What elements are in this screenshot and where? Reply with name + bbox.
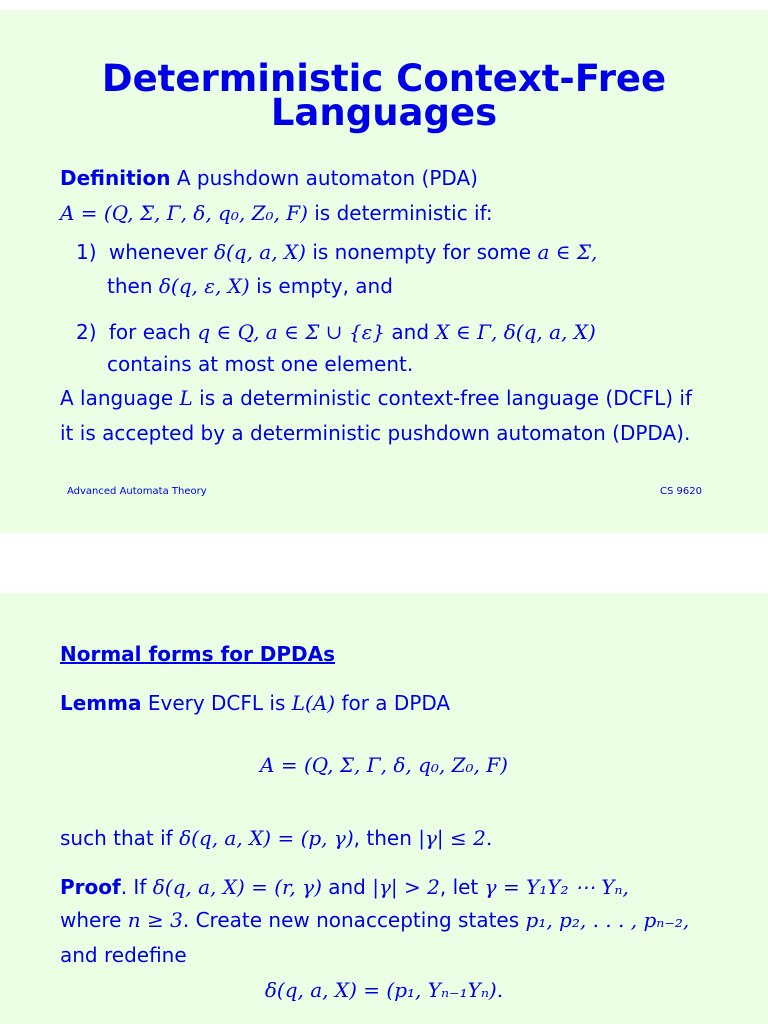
such-math-b: |γ| ≤ 2. (418, 826, 493, 850)
lemma-label: Lemma (60, 691, 142, 715)
proof-line (60, 875, 629, 899)
footer-course-code: CS 9620 (660, 486, 702, 497)
condition-1-text-b: is nonempty for some (305, 240, 538, 264)
dcfl-math-l: L (179, 386, 193, 410)
where-line (60, 908, 689, 932)
where-text-b: . Create new nonaccepting states (182, 908, 526, 932)
condition-1-line-1 (76, 240, 597, 264)
dcfl-text-b: is a deterministic context-free language (DCFL) if (192, 386, 692, 410)
condition-1-math-a: δ(q, a, X) (213, 240, 306, 264)
condition-2-line-2 (107, 352, 413, 376)
proof-math-b: |γ| > 2 (372, 875, 440, 899)
condition-1-math-c: δ(q, ε, X) (158, 274, 250, 298)
lemma-math: L(A) (291, 691, 336, 715)
condition-2-text-c: contains at most one element. (107, 352, 414, 376)
proof-text-a: . If (120, 875, 153, 899)
dcfl-definition-line-1 (60, 386, 692, 410)
pda-tuple: A = (Q, Σ, Γ, δ, q₀, Z₀, F) (60, 201, 308, 225)
proof-text-b: and (321, 875, 373, 899)
condition-1-math-b: a ∈ Σ, (537, 240, 598, 264)
condition-1-line-2 (107, 274, 393, 298)
slide-2 (0, 593, 768, 1024)
lemma-line (60, 691, 450, 715)
dcfl-text-c: it is accepted by a deterministic pushdown automaton (DPDA). (60, 421, 691, 445)
definition-tuple-line (60, 201, 493, 225)
and-redefine-text: and redefine (60, 943, 187, 967)
such-text-b: , then (353, 826, 419, 850)
condition-2-line-1 (76, 320, 596, 344)
definition-intro: A pushdown automaton (PDA) (170, 166, 478, 190)
dcfl-definition-line-2 (60, 421, 690, 445)
section-heading: Normal forms for DPDAs (60, 642, 336, 666)
slide-1 (0, 10, 768, 533)
slide-title (0, 57, 768, 134)
display-equation: A = (Q, Σ, Γ, δ, q₀, Z₀, F) (260, 753, 508, 777)
condition-2-number: 2) (76, 320, 97, 344)
condition-2-text-a: for each (108, 320, 198, 344)
where-text-a: where (60, 908, 128, 932)
footer-course-name: Advanced Automata Theory (67, 486, 207, 497)
where-math-a: n ≥ 3 (127, 908, 183, 932)
condition-1-number: 1) (76, 240, 97, 264)
proof-math-a: δ(q, a, X) = (r, γ) (152, 875, 322, 899)
definition-line (60, 166, 478, 190)
condition-1-text-d: is empty, and (249, 274, 393, 298)
redefine-equation: δ(q, a, X) = (p₁, Yₙ₋₁Yₙ). (264, 978, 504, 1002)
proof-math-c: γ = Y₁Y₂ ⋯ Yₙ, (484, 875, 629, 899)
proof-label: Proof (60, 875, 121, 899)
such-text-a: such that if (60, 826, 180, 850)
condition-1-text-c: then (107, 274, 159, 298)
condition-1-text-a: whenever (108, 240, 214, 264)
condition-2-math-a: q ∈ Q, a ∈ Σ ∪ {ε} (197, 320, 386, 344)
such-math-a: δ(q, a, X) = (p, γ) (179, 826, 354, 850)
lemma-text-b: for a DPDA (335, 691, 451, 715)
lemma-text-a: Every DCFL is (141, 691, 292, 715)
where-math-b: p₁, p₂, . . . , pₙ₋₂, (525, 908, 690, 932)
condition-2-math-b: X ∈ Γ, δ(q, a, X) (435, 320, 596, 344)
title-line-2: Languages (270, 91, 498, 134)
dcfl-text-a: A language (60, 386, 180, 410)
definition-label: Definition (60, 166, 171, 190)
deterministic-if-text: is deterministic if: (307, 201, 493, 225)
title-line-1: Deterministic Context-Free (101, 57, 667, 100)
condition-2-text-b: and (385, 320, 436, 344)
such-that-line (60, 826, 492, 850)
proof-text-c: , let (439, 875, 485, 899)
